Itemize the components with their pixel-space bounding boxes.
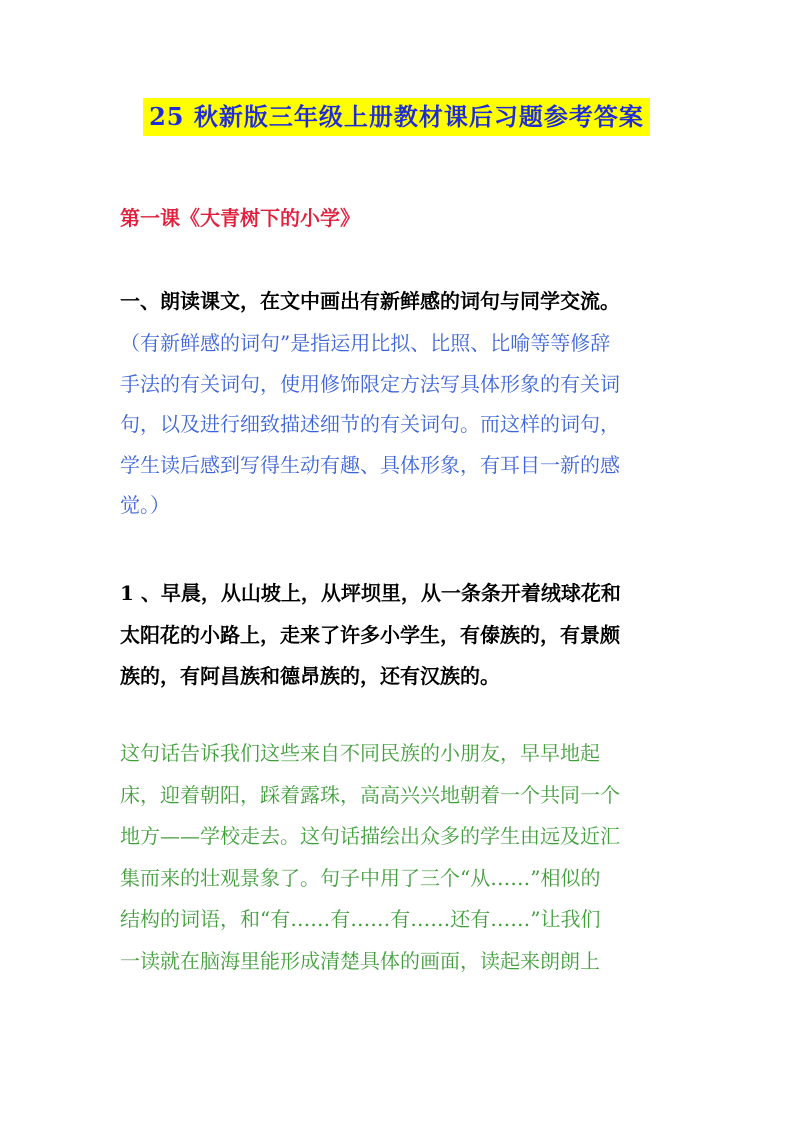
sentence-line: 族的，有阿昌族和德昂族的，还有汉族的。 — [120, 664, 500, 688]
explanation-line: 这句话告诉我们这些来自不同民族的小朋友，早早地起 — [120, 741, 600, 765]
explanation-line: 集而来的壮观景象了。句子中用了三个“从……”相似的 — [120, 865, 601, 890]
note-line: 觉。） — [120, 493, 170, 517]
sentence-explanation — [120, 733, 620, 982]
explanation-line: 床，迎着朝阳，踩着露珠，高高兴兴地朝着一个共同一个 — [120, 782, 620, 807]
lesson-heading: 第一课《大青树下的小学》 — [120, 206, 360, 230]
explanation-line: 一读就在脑海里能形成清楚具体的画面，读起来朗朗上 — [120, 948, 600, 973]
document-title: 25 秋新版三年级上册教材课后习题参考答案 — [143, 98, 650, 136]
note-line: 句，以及进行细致描述细节的有关词句。而这样的词句， — [120, 412, 620, 436]
sentence-line: 1 、早晨，从山坡上，从坪坝里，从一条条开着绒球花和 — [120, 581, 621, 605]
note-line: 学生读后感到写得生动有趣、具体形象，有耳目一新的感 — [120, 452, 620, 477]
explanation-line: 地方——学校走去。这句话描绘出众多的学生由远及近汇 — [120, 824, 620, 848]
answer-note — [120, 323, 620, 526]
question-heading: 一、朗读课文，在文中画出有新鲜感的词句与同学交流。 — [120, 289, 620, 313]
note-line: （有新鲜感的词句”是指运用比拟、比照、比喻等等修辞 — [120, 331, 611, 355]
note-line: 手法的有关词句，使用修饰限定方法写具体形象的有关词 — [120, 371, 620, 396]
sentence-line: 太阳花的小路上，走来了许多小学生，有傣族的，有景颇 — [120, 622, 620, 647]
title-block — [0, 98, 793, 136]
example-sentence — [120, 573, 621, 698]
explanation-line: 结构的词语，和“有……有……有……还有……”让我们 — [120, 907, 601, 931]
